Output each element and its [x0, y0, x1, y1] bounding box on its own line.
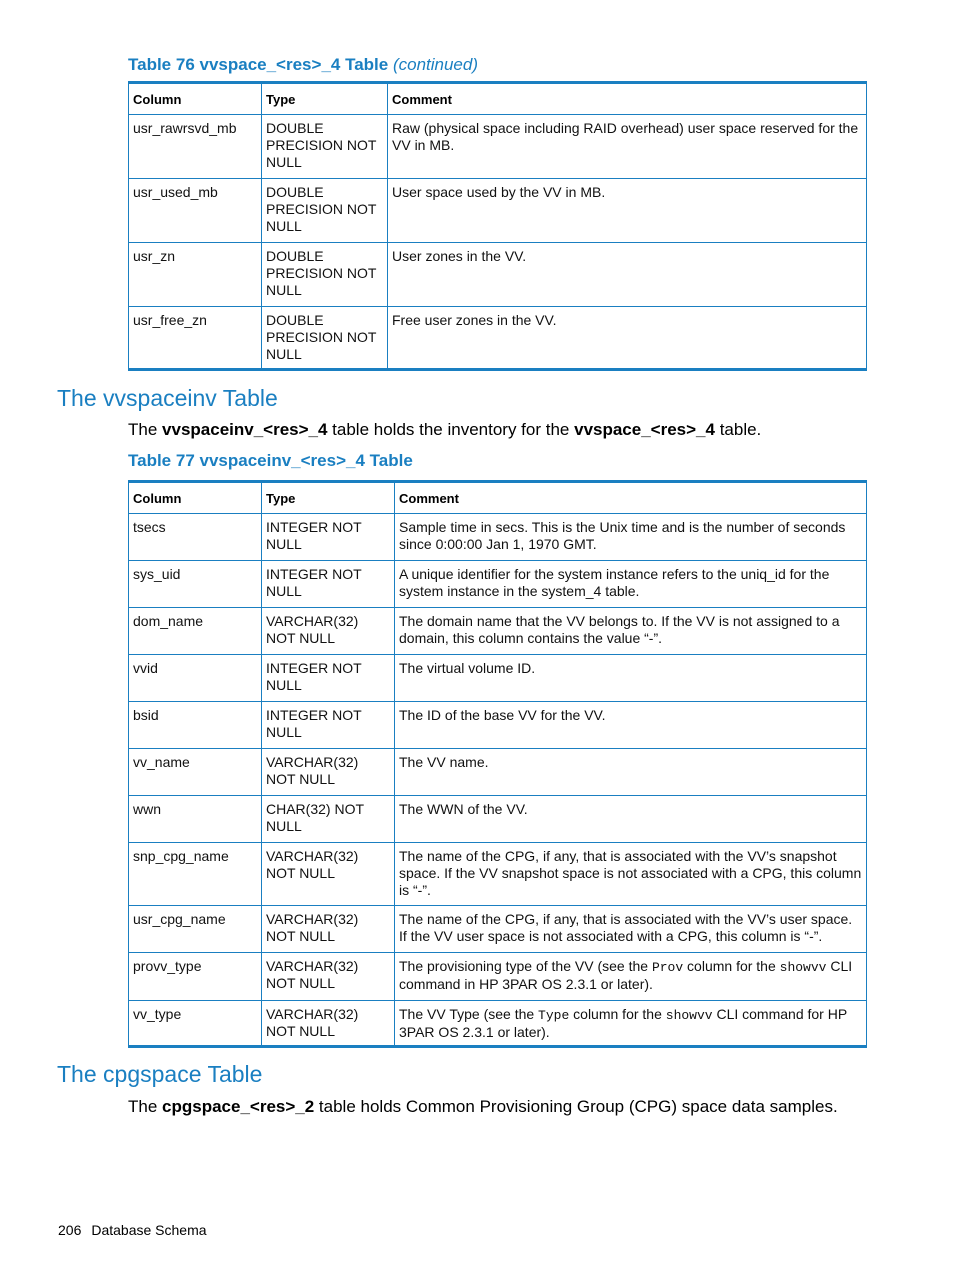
cell-column: bsid	[129, 702, 262, 749]
comment-text: CLI command in HP 3PAR OS 2.3.1 or later).	[399, 958, 853, 992]
table-row	[129, 561, 867, 608]
cell-type: VARCHAR(32) NOT NULL	[262, 906, 395, 953]
cell-comment: Raw (physical space including RAID overhead) user space reserved for the VV in MB.	[388, 115, 867, 179]
cell-comment: The VV name.	[395, 749, 867, 796]
cell-column: vv_type	[129, 1001, 262, 1047]
cell-comment: The name of the CPG, if any, that is associated with the VV’s snapshot space. If the VV snapshot space is not associated with a CPG, this column is “-”.	[395, 843, 867, 906]
comment-text: column for the	[683, 958, 780, 974]
paragraph-bold-term: vvspaceinv_<res>_4	[162, 420, 328, 439]
table-row	[129, 906, 867, 953]
table-row	[129, 953, 867, 1001]
section-paragraph-cpgspace	[128, 1097, 838, 1117]
cell-comment	[395, 953, 867, 1001]
cell-comment: Sample time in secs. This is the Unix time and is the number of seconds since 0:00:00 Jan 1, 1970 GMT.	[395, 514, 867, 561]
table-header-row	[129, 83, 867, 115]
table-76-title: Table 76 vvspace_<res>_4 Table	[128, 55, 389, 74]
column-header: Column	[129, 83, 262, 115]
cell-column: vv_name	[129, 749, 262, 796]
cell-type: INTEGER NOT NULL	[262, 655, 395, 702]
cell-type: DOUBLE PRECISION NOT NULL	[262, 115, 388, 179]
cell-comment: User space used by the VV in MB.	[388, 179, 867, 243]
cell-comment: The WWN of the VV.	[395, 796, 867, 843]
code-term: Prov	[651, 960, 684, 975]
table-77	[128, 480, 867, 1048]
table-row	[129, 796, 867, 843]
cell-column: usr_rawrsvd_mb	[129, 115, 262, 179]
table-row	[129, 307, 867, 370]
table-row	[129, 115, 867, 179]
paragraph-text: table holds the inventory for the	[327, 420, 575, 439]
section-heading-vvspaceinv: The vvspaceinv Table	[57, 385, 278, 411]
cell-comment	[395, 1001, 867, 1047]
paragraph-text: table.	[714, 420, 762, 439]
cell-column: usr_used_mb	[129, 179, 262, 243]
table-row	[129, 749, 867, 796]
table-row	[129, 702, 867, 749]
cell-column: usr_free_zn	[129, 307, 262, 370]
table-row	[129, 243, 867, 307]
table-row	[129, 1001, 867, 1047]
table-row	[129, 514, 867, 561]
cell-type: INTEGER NOT NULL	[262, 514, 395, 561]
column-header: Comment	[388, 83, 867, 115]
table-row	[129, 608, 867, 655]
cell-type: VARCHAR(32) NOT NULL	[262, 1001, 395, 1047]
cell-column: tsecs	[129, 514, 262, 561]
page-footer	[58, 1222, 207, 1238]
table-row	[129, 843, 867, 906]
paragraph-text: The	[128, 1097, 163, 1116]
cell-column: usr_cpg_name	[129, 906, 262, 953]
cell-column: dom_name	[129, 608, 262, 655]
section-paragraph-vvspaceinv	[128, 420, 761, 440]
paragraph-bold-term: cpgspace_<res>_2	[162, 1097, 315, 1116]
comment-text: The provisioning type of the VV (see the	[399, 958, 652, 974]
paragraph-bold-term: vvspace_<res>_4	[574, 420, 715, 439]
cell-comment: User zones in the VV.	[388, 243, 867, 307]
cell-type: VARCHAR(32) NOT NULL	[262, 608, 395, 655]
comment-text: column for the	[569, 1006, 666, 1022]
table-77-title: Table 77 vvspaceinv_<res>_4 Table	[128, 451, 413, 470]
page-number: 206	[58, 1222, 82, 1238]
table-row	[129, 655, 867, 702]
table-77-caption	[128, 451, 413, 471]
code-term: Type	[538, 1008, 570, 1023]
section-heading-cpgspace: The cpgspace Table	[57, 1061, 263, 1087]
cell-comment: Free user zones in the VV.	[388, 307, 867, 370]
cell-type: VARCHAR(32) NOT NULL	[262, 843, 395, 906]
comment-text: The VV Type (see the	[399, 1006, 539, 1022]
cell-comment: The domain name that the VV belongs to. If the VV is not assigned to a domain, this column contains the value “-”.	[395, 608, 867, 655]
column-header: Type	[262, 482, 395, 514]
cell-type: DOUBLE PRECISION NOT NULL	[262, 179, 388, 243]
cell-type: CHAR(32) NOT NULL	[262, 796, 395, 843]
paragraph-text: table holds Common Provisioning Group (CPG) space data samples.	[314, 1097, 838, 1116]
comment-text: CLI command for HP 3PAR OS 2.3.1 or later).	[399, 1006, 847, 1040]
cell-column: usr_zn	[129, 243, 262, 307]
table-76-caption	[128, 55, 478, 75]
cell-column: vvid	[129, 655, 262, 702]
cell-column: snp_cpg_name	[129, 843, 262, 906]
cell-type: DOUBLE PRECISION NOT NULL	[262, 307, 388, 370]
cell-type: VARCHAR(32) NOT NULL	[262, 749, 395, 796]
cell-column: provv_type	[129, 953, 262, 1001]
cell-comment: A unique identifier for the system instance refers to the uniq_id for the system instance in the system_4 table.	[395, 561, 867, 608]
cell-type: INTEGER NOT NULL	[262, 561, 395, 608]
cell-column: wwn	[129, 796, 262, 843]
cell-comment: The ID of the base VV for the VV.	[395, 702, 867, 749]
cell-type: VARCHAR(32) NOT NULL	[262, 953, 395, 1001]
cell-comment: The name of the CPG, if any, that is associated with the VV’s user space. If the VV user space is not associated with a CPG, this column is “-”.	[395, 906, 867, 953]
cell-type: DOUBLE PRECISION NOT NULL	[262, 243, 388, 307]
column-header: Comment	[395, 482, 867, 514]
table-row	[129, 179, 867, 243]
cell-type: INTEGER NOT NULL	[262, 702, 395, 749]
cell-comment: The virtual volume ID.	[395, 655, 867, 702]
continued-label: (continued)	[392, 55, 479, 74]
table-header-row	[129, 482, 867, 514]
cell-column: sys_uid	[129, 561, 262, 608]
column-header: Type	[262, 83, 388, 115]
paragraph-text: The	[128, 420, 163, 439]
code-term: showvv	[779, 960, 827, 975]
code-term: showvv	[665, 1008, 713, 1023]
column-header: Column	[129, 482, 262, 514]
table-76	[128, 81, 867, 371]
footer-section-title: Database Schema	[91, 1222, 207, 1238]
